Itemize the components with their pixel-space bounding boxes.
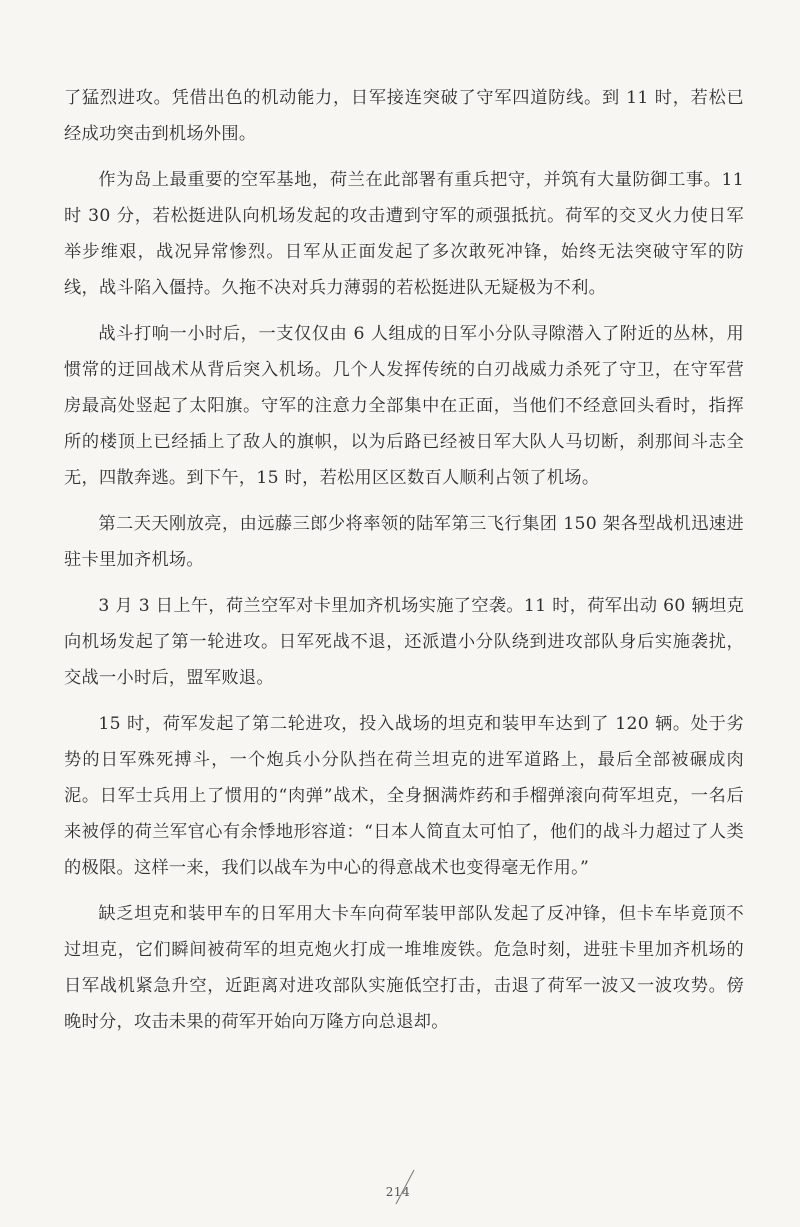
paragraph-5: 3 月 3 日上午，荷兰空军对卡里加齐机场实施了空袭。11 时，荷军出动 60 辆坦克向机场发起了第一轮进攻。日军死战不退，还派遣小分队绕到进攻部队身后实施袭扰，交战一小时后，盟军败退。 — [64, 596, 744, 688]
page-number: 214 — [385, 1185, 411, 1199]
paragraph-2: 作为岛上最重要的空军基地，荷兰在此部署有重兵把守，并筑有大量防御工事。11 时 30 分，若松挺进队向机场发起的攻击遭到守军的顽强抵抗。荷军的交叉火力使日军举步维艰，战况异常惨烈。日军从正面发起了多次敢死冲锋，始终无法突破守军的防线，战斗陷入僵持。久拖不决对兵力薄弱的若松挺进队无疑极为不利。 — [64, 170, 744, 298]
paragraph-4: 第二天天刚放亮，由远藤三郎少将率领的陆军第三飞行集团 150 架各型战机迅速进驻卡里加齐机场。 — [64, 514, 744, 570]
body-text — [64, 80, 744, 1040]
paragraph-7: 缺乏坦克和装甲车的日军用大卡车向荷军装甲部队发起了反冲锋，但卡车毕竟顶不过坦克，它们瞬间被荷军的坦克炮火打成一堆堆废铁。危急时刻，进驻卡里加齐机场的日军战机紧急升空，近距离对进攻部队实施低空打击，击退了荷军一波又一波攻势。傍晚时分，攻击未果的荷军开始向万隆方向总退却。 — [64, 904, 744, 1032]
paragraph-1: 了猛烈进攻。凭借出色的机动能力，日军接连突破了守军四道防线。到 11 时，若松已经成功突击到机场外围。 — [64, 88, 744, 144]
page-footer — [360, 1168, 440, 1208]
paragraph-6: 15 时，荷军发起了第二轮进攻，投入战场的坦克和装甲车达到了 120 辆。处于劣势的日军殊死搏斗，一个炮兵小分队挡在荷兰坦克的进军道路上，最后全部被碾成肉泥。日军士兵用上了惯用的“肉弹”战术，全身捆满炸药和手榴弹滚向荷军坦克，一名后来被俘的荷兰军官心有余悸地形容道：“日本人简直太可怕了，他们的战斗力超过了人类的极限。这样一来，我们以战车为中心的得意战术也变得毫无作用。” — [64, 714, 744, 878]
paragraph-3: 战斗打响一小时后，一支仅仅由 6 人组成的日军小分队寻隙潜入了附近的丛林，用惯常的迂回战术从背后突入机场。几个人发挥传统的白刃战威力杀死了守卫，在守军营房最高处竖起了太阳旗。守军的注意力全部集中在正面，当他们不经意回头看时，指挥所的楼顶上已经插上了敌人的旗帜，以为后路已经被日军大队人马切断，刹那间斗志全无，四散奔逃。到下午，15 时，若松用区区数百人顺利占领了机场。 — [64, 324, 744, 488]
